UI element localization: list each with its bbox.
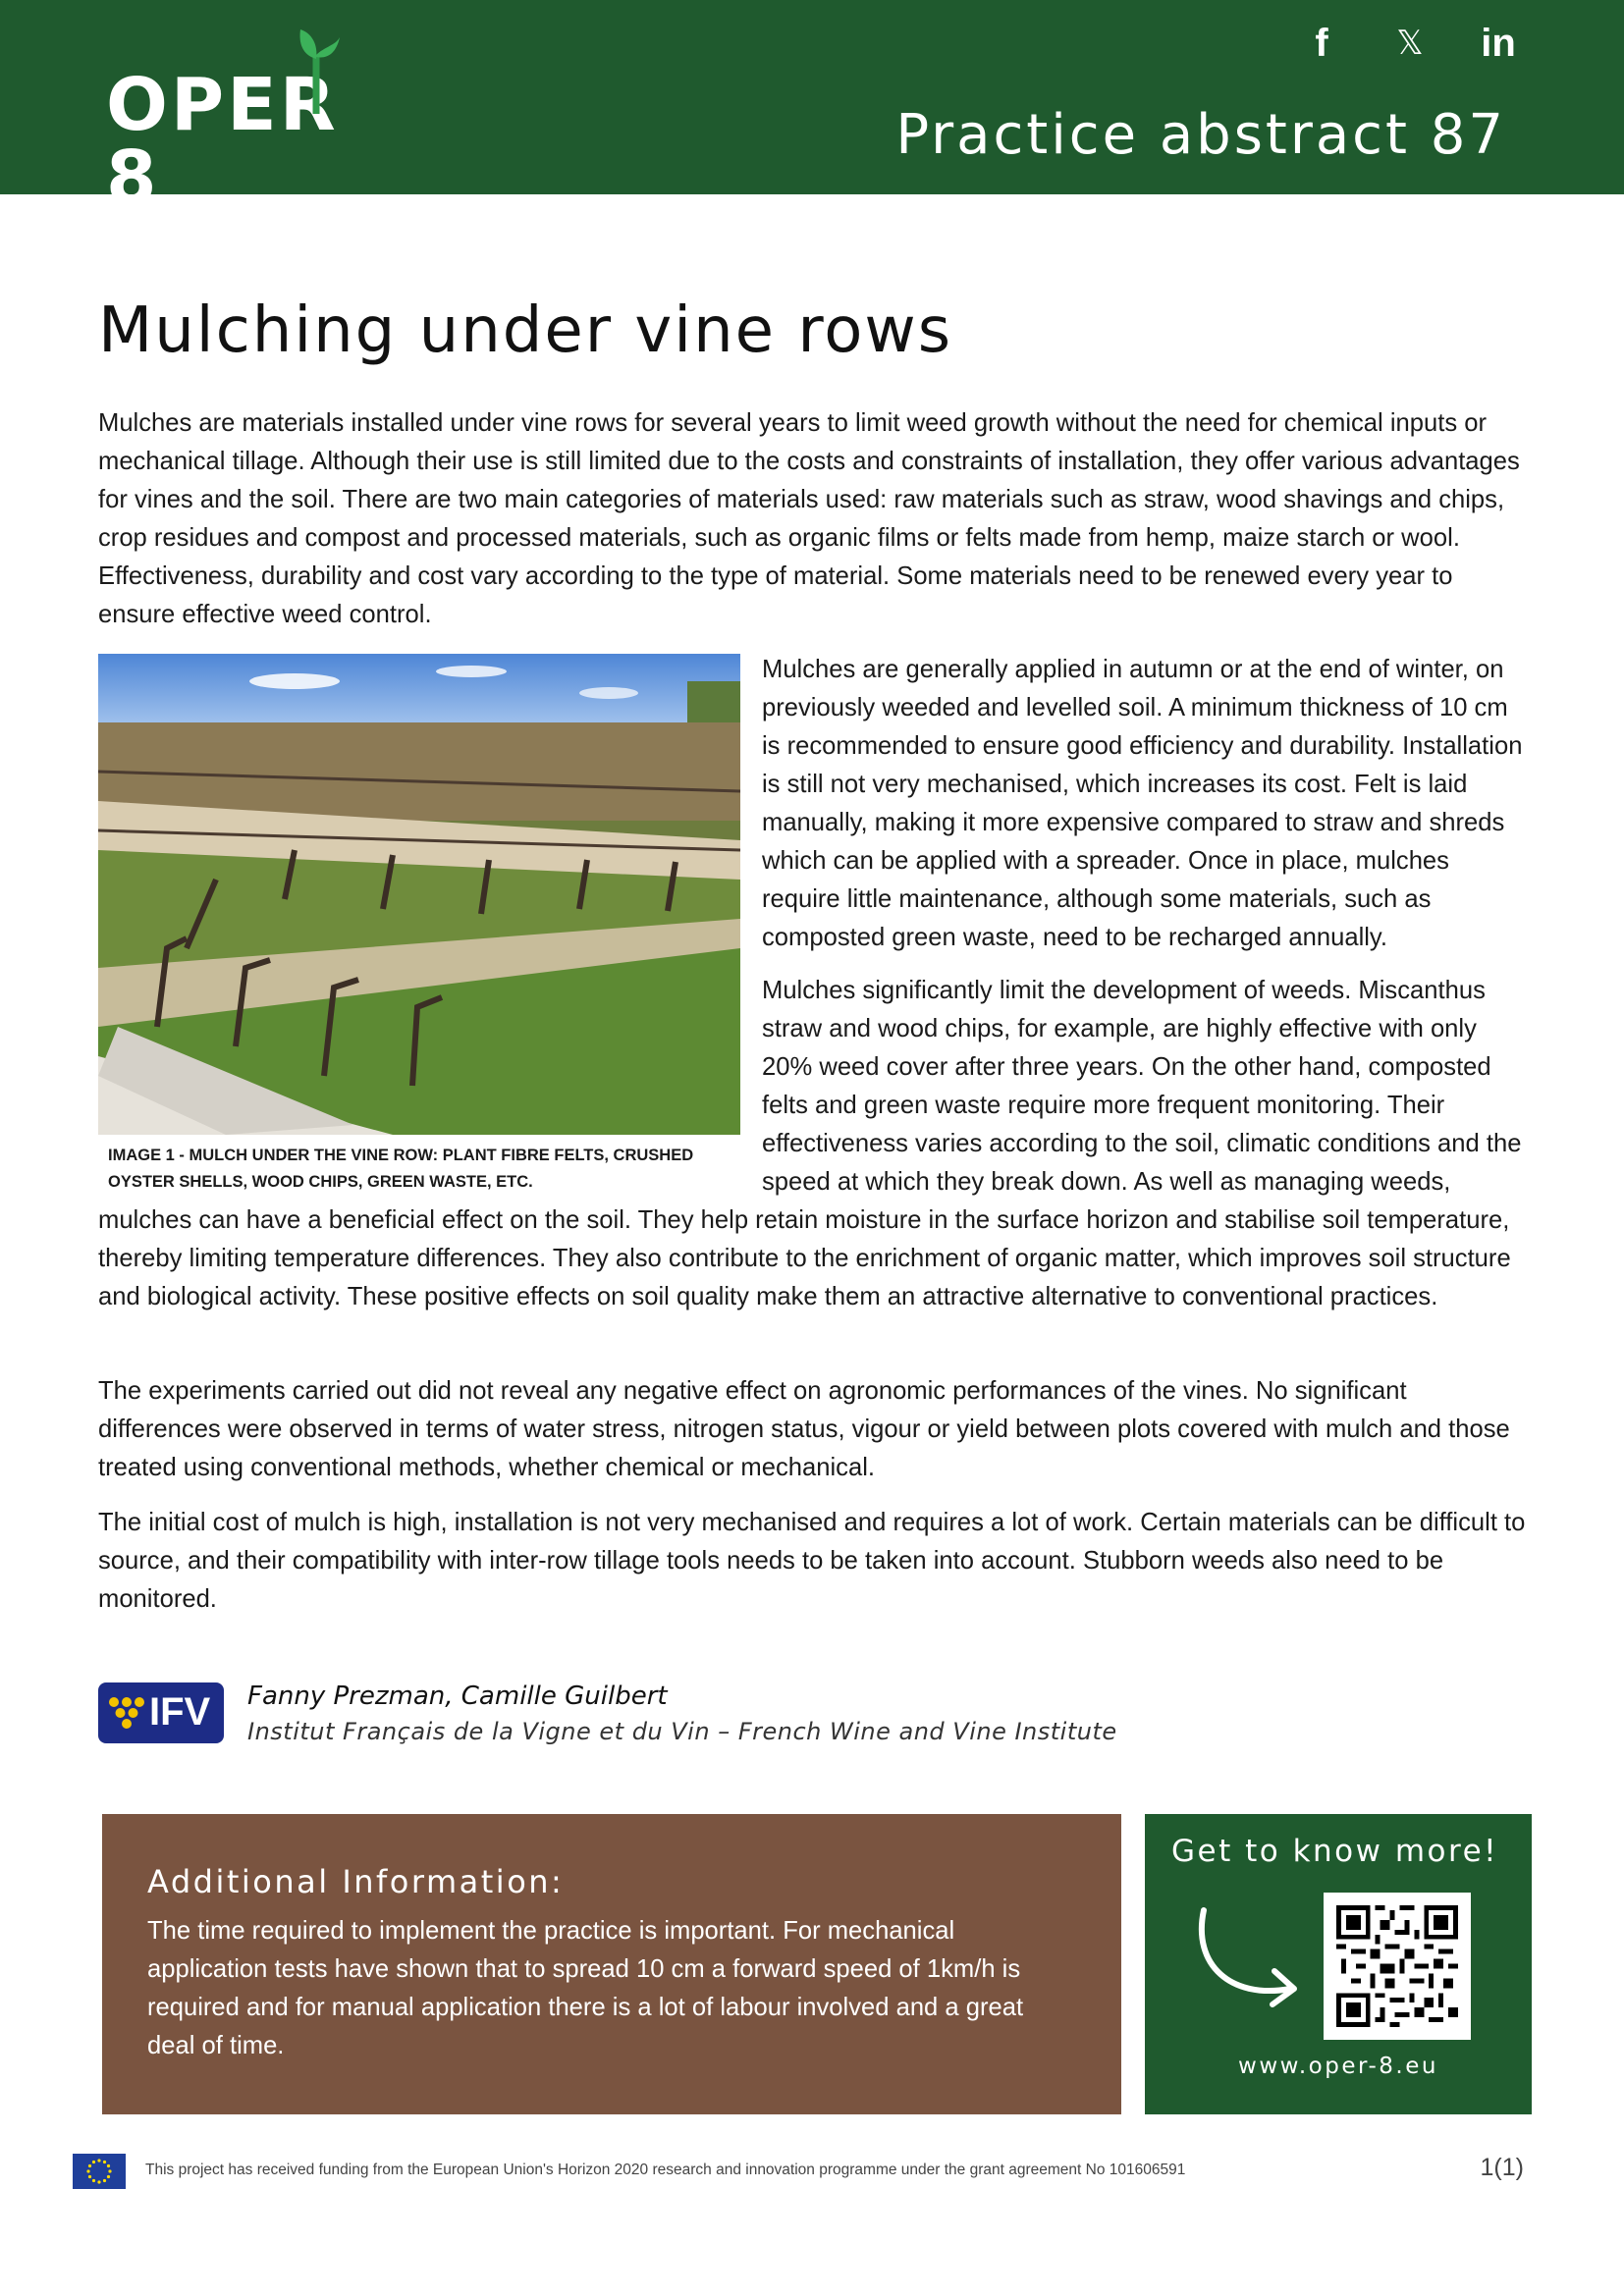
paragraph-weeds: Mulches significantly limit the development of weeds. Miscanthus straw and wood chips, for example, are highly effective with only 20% weed cover after three years. On the other hand, composted felts and green waste require more frequent monitoring. Their effectiveness varies according to the soil, climatic conditions and the speed at which they break down. As well as managing weeds, [762, 977, 1522, 1196]
qr-code[interactable] [1324, 1893, 1471, 2040]
linkedin-icon[interactable]: in [1481, 22, 1516, 65]
know-more-box [1145, 1814, 1532, 2114]
page-number: 1(1) [1480, 2154, 1524, 2181]
header-banner [0, 0, 1624, 220]
facebook-icon[interactable]: f [1315, 22, 1328, 65]
practice-abstract-number: Practice abstract 87 [895, 103, 1506, 167]
logo-text: OPER 8 [106, 63, 339, 220]
paragraph-experiments: The experiments carried out did not reveal any negative effect on agronomic performances of the vines. No significant differences were observed in terms of water stress, nitrogen status, vigour or yield between plots covered with mulch and those treated using conventional methods, whether chemical or mechanical. [98, 1377, 1510, 1481]
website-link[interactable]: www.oper-8.eu [1238, 2054, 1438, 2079]
page-title: Mulching under vine rows [98, 294, 953, 367]
additional-info-text: The time required to implement the practice is important. For mechanical application tests have shown that to spread 10 cm a forward speed of 1km/h is required and for manual application there is a lot of labour involved and a great deal of time. [147, 1917, 1024, 2059]
curved-arrow-icon [1192, 1906, 1310, 2014]
additional-info-title: Additional Information: [147, 1863, 565, 1900]
know-more-title: Get to know more! [1171, 1834, 1499, 1869]
ifv-logo-text: IFV [149, 1690, 211, 1734]
leaf-icon [293, 26, 342, 114]
qr-code-icon [1336, 1905, 1458, 2027]
vineyard-photo [98, 654, 740, 1135]
paragraph-soil: mulches can have a beneficial effect on the soil. They help retain moisture in the surface horizon and stabilise soil temperature, thereby limiting temperature differences. They also contribute to the enrichment of organic matter, which improves soil structure and biological activity. These positive effects on soil quality make them an attractive alternative to conventional practices. [98, 1206, 1511, 1310]
author-names: Fanny Prezman, Camille Guilbert [247, 1682, 668, 1711]
oper8-logo[interactable] [106, 26, 401, 220]
paragraph-cost: The initial cost of mulch is high, installation is not very mechanised and requires a lot of work. Certain materials can be difficult to source, and their compatibility with inter-row tillage tools needs to be taken into account. Stubborn weeds also need to be monitored. [98, 1509, 1526, 1613]
paragraph-application: Mulches are generally applied in autumn or at the end of winter, on previously weeded and levelled soil. A minimum thickness of 10 cm is recommended to ensure good efficiency and durability. Installation is still not very mechanised, which increases its cost. Felt is laid manually, making it more expensive compared to straw and shreds which can be applied with a spreader. Once in place, mulches require little maintenance, although some materials, such as composted green waste, need to be recharged annually. [762, 656, 1523, 951]
paragraph-intro: Mulches are materials installed under vine rows for several years to limit weed growth without the need for chemical inputs or mechanical tillage. Although their use is still limited due to the costs and constraints of installation, they offer various advantages for vines and the soil. There are two main categories of materials used: raw materials such as straw, wood shavings and chips, crop residues and compost and processed materials, such as organic films or felts made from hemp, maize starch or wool. Effectiveness, durability and cost vary according to the type of material. Some materials need to be renewed every year to ensure effective weed control. [98, 409, 1520, 628]
x-twitter-icon[interactable]: 𝕏 [1396, 25, 1424, 62]
grape-icon [108, 1696, 145, 1732]
author-organisation: Institut Français de la Vigne et du Vin – French Wine and Vine Institute [247, 1718, 1117, 1745]
funding-statement: This project has received funding from the European Union's Horizon 2020 research and innovation programme under the grant agreement No 101606591 [145, 2162, 1186, 2178]
social-links [1300, 24, 1520, 63]
eu-stars-icon [73, 2154, 126, 2189]
eu-flag-icon [73, 2154, 126, 2189]
ifv-logo [98, 1682, 224, 1743]
vineyard-illustration [98, 654, 740, 1135]
image-caption: IMAGE 1 - MULCH UNDER THE VINE ROW: PLANT FIBRE FELTS, CRUSHED OYSTER SHELLS, WOOD CHIPS, GREEN WASTE, ETC. [108, 1147, 694, 1191]
additional-info-box [102, 1814, 1121, 2114]
